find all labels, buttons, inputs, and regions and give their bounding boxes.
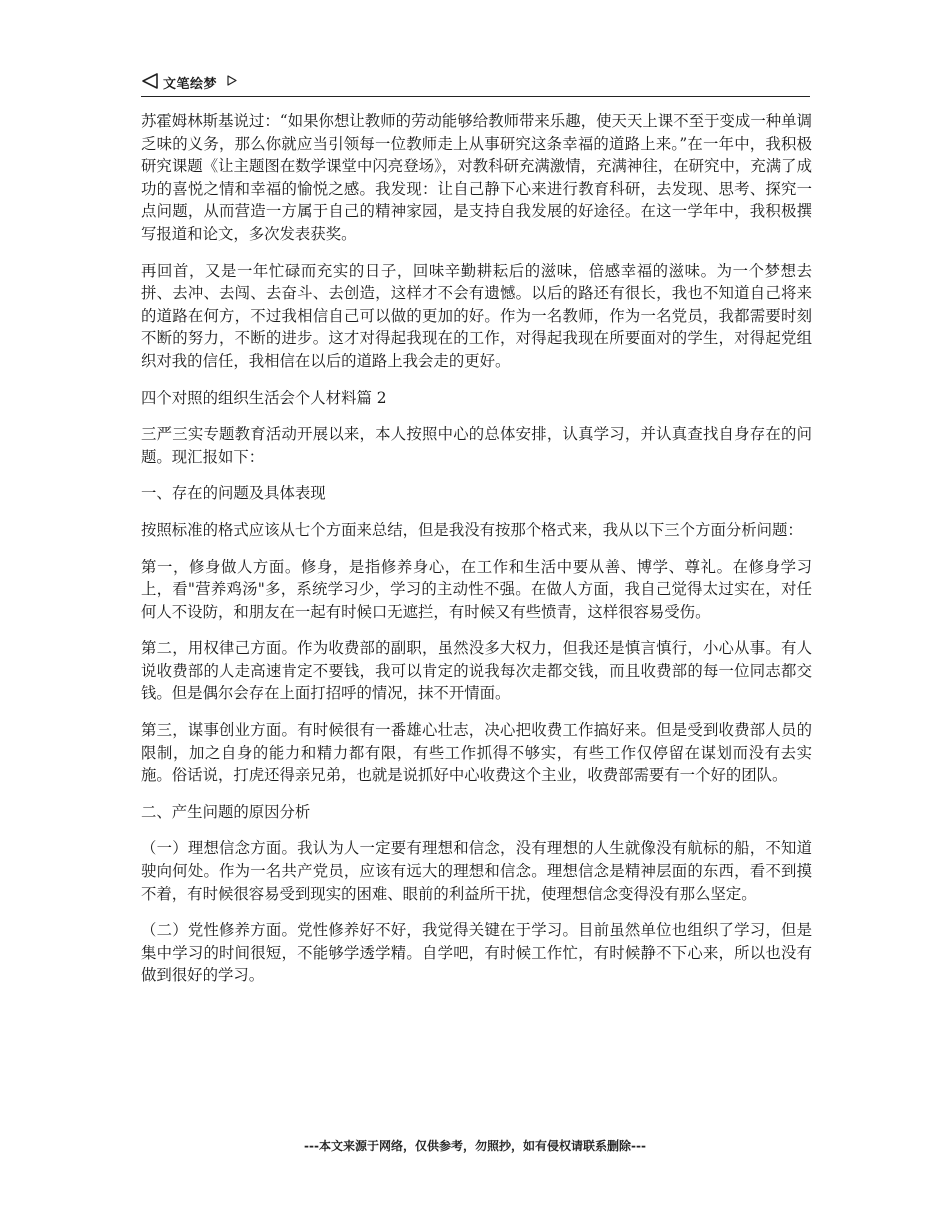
paragraph: 第一，修身做人方面。修身，是指修养身心，在工作和生活中要从善、博学、尊礼。在修身学习上，看"营养鸡汤"多，系统学习少，学习的主动性不强。在做人方面，我自己觉得太过实在，对任何人不设防，和朋友在一起有时候口无遮拦，有时候又有些愤青，这样很容易受伤。 xyxy=(141,557,812,621)
section-heading: 一、存在的问题及具体表现 xyxy=(141,484,326,503)
paragraph: 苏霍姆林斯基说过：“如果你想让教师的劳动能够给教师带来乐趣，使天天上课不至于变成一种单调乏味的义务，那么你就应当引领每一位教师走上从事研究这条幸福的道路上来。”在一年中，我积极研究课题《让主题图在数学课堂中闪亮登场》，对教科研充满激情，充满神往，在研究中，充满了成功的喜悦之情和幸福的愉悦之感。我发现：让自己静下心来进行教育科研，去发现、思考、探究一点问题，从而营造一方属于自己的精神家园，是支持自我发展的好途径。在这一学年中，我积极撰写报道和论文，多次发表获奖。 xyxy=(141,112,812,243)
paragraph: 三严三实专题教育活动开展以来，本人按照中心的总体安排，认真学习，并认真查找自身存在的问题。现汇报如下： xyxy=(141,425,812,466)
paragraph: （二）党性修养方面。党性修养好不好，我觉得关键在于学习。目前虽然单位也组织了学习，但是集中学习的时间很短，不能够学透学精。自学吧，有时候工作忙，有时候静不下心来，所以也没有做到很好的学习。 xyxy=(141,921,812,985)
paragraph: （一）理想信念方面。我认为人一定要有理想和信念，没有理想的人生就像没有航标的船，不知道驶向何处。作为一名共产党员，应该有远大的理想和信念。理想信念是精神层面的东西，看不到摸不着，有时候很容易受到现实的困难、眼前的利益所干扰，使理想信念变得没有那么坚定。 xyxy=(141,839,812,903)
paragraph: 第三，谋事创业方面。有时候很有一番雄心壮志，决心把收费工作搞好来。但是受到收费部人员的限制，加之自身的能力和精力都有限，有些工作抓得不够实，有些工作仅停留在谋划而没有去实施。俗话说，打虎还得亲兄弟，也就是说抓好中心收费这个主业，收费部需要有一个好的团队。 xyxy=(141,721,812,785)
brand-name: 文笔绘梦 xyxy=(163,77,218,92)
paragraph: 再回首，又是一年忙碌而充实的日子，回味辛勤耕耘后的滋味，倍感幸福的滋味。为一个梦想去拼、去冲、去闯、去奋斗、去创造，这样才不会有遗憾。以后的路还有很长，我也不知道自己将来的道路在何方，不过我相信自己可以做的更加的好。作为一名教师，作为一名党员，我都需要时刻不断的努力，不断的进步。这才对得起我现在的工作，对得起我现在所要面对的学生，对得起党组织对我的信任，我相信在以后的道路上我会走的更好。 xyxy=(141,261,812,370)
page-header xyxy=(141,70,810,97)
paragraph: 按照标准的格式应该从七个方面来总结，但是我没有按那个格式来，我从以下三个方面分析问题： xyxy=(141,520,803,539)
section-title: 四个对照的组织生活会个人材料篇 2 xyxy=(141,388,387,407)
paragraph: 第二，用权律己方面。作为收费部的副职，虽然没多大权力，但我还是慎言慎行，小心从事。有人说收费部的人走高速肯定不要钱，我可以肯定的说我每次走都交钱，而且收费部的每一位同志都交钱。但是偶尔会存在上面打招呼的情况，抹不开情面。 xyxy=(141,639,812,703)
footer-disclaimer: ---本文来源于网络，仅供参考，勿照抄，如有侵权请联系删除--- xyxy=(304,1139,646,1153)
document-body xyxy=(141,110,812,1001)
left-triangle-icon xyxy=(141,72,159,90)
right-triangle-icon xyxy=(227,75,237,86)
section-heading: 二、产生问题的原因分析 xyxy=(141,802,311,821)
